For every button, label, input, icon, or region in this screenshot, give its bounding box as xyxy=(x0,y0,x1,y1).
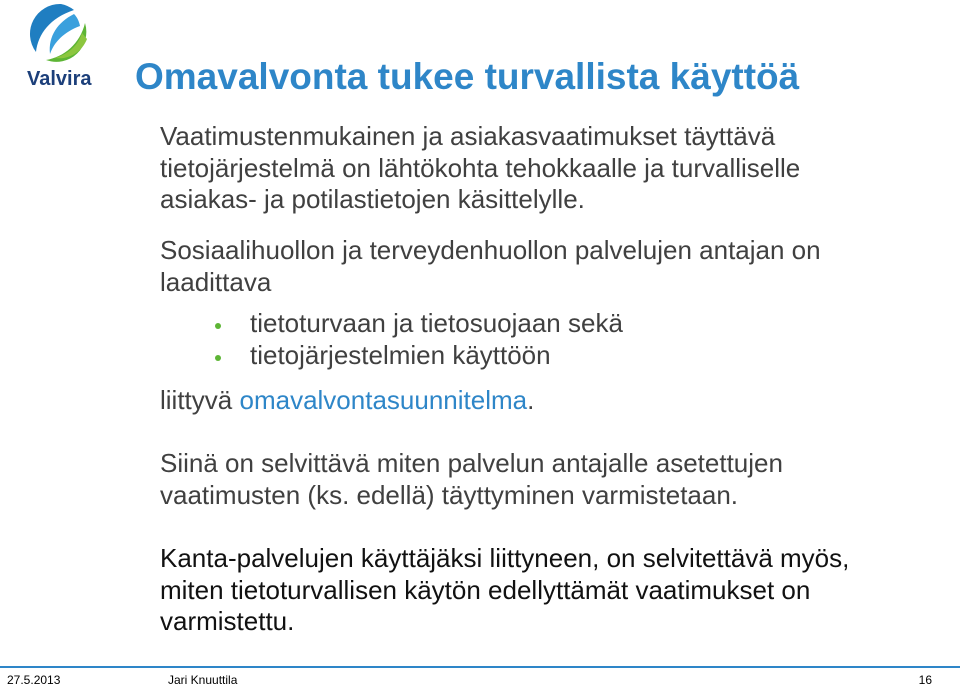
text-line: laadittava xyxy=(160,266,272,297)
text-line: varmistettu. xyxy=(160,606,295,636)
paragraph-verification xyxy=(160,448,783,511)
valvira-logo xyxy=(27,2,97,92)
text-line: vaatimusten (ks. edellä) täyttyminen varmistetaan. xyxy=(160,479,739,510)
list-item xyxy=(215,308,623,340)
text-line: Siinä on selvittävä miten palvelun antajalle asetettujen xyxy=(160,448,783,478)
footer-author: Jari Knuuttila xyxy=(168,673,238,687)
highlighted-term: omavalvontasuunnitelma xyxy=(239,385,528,415)
text-line: tietojärjestelmä on lähtökohta tehokkaalle ja turvalliselle xyxy=(160,152,801,183)
valvira-logo-icon xyxy=(28,2,94,66)
paragraph-kanta-services xyxy=(160,543,849,638)
text-line: Sosiaalihuollon ja terveydenhuollon palvelujen antajan on xyxy=(160,235,821,265)
bullet-list xyxy=(215,308,623,371)
slide-title: Omavalvonta tukee turvallista käyttöä xyxy=(135,56,800,97)
bullet-icon xyxy=(215,323,221,329)
list-item-text: tietojärjestelmien käyttöön xyxy=(250,339,551,370)
text-line: asiakas- ja potilastietojen käsittelylle. xyxy=(160,184,585,214)
text-fragment: liittyvä xyxy=(160,385,233,415)
paragraph-requirements xyxy=(160,121,800,216)
footer-date: 27.5.2013 xyxy=(7,673,61,687)
punctuation: . xyxy=(527,385,535,415)
paragraph-obligation xyxy=(160,235,821,298)
list-item-text: tietoturvaan ja tietosuojaan sekä xyxy=(250,308,623,338)
bullet-icon xyxy=(215,355,221,361)
paragraph-obligation-end xyxy=(160,385,534,417)
text-line: miten tietoturvallisen käytön edellyttämät vaatimukset on xyxy=(160,574,811,605)
page-number: 16 xyxy=(918,673,932,687)
footer-divider xyxy=(0,666,960,668)
text-line: Vaatimustenmukainen ja asiakasvaatimukset täyttävä xyxy=(160,121,776,151)
list-item xyxy=(215,340,623,372)
logo-wordmark: Valvira xyxy=(27,68,92,90)
text-line: Kanta-palvelujen käyttäjäksi liittyneen, on selvitettävä myös, xyxy=(160,543,850,573)
